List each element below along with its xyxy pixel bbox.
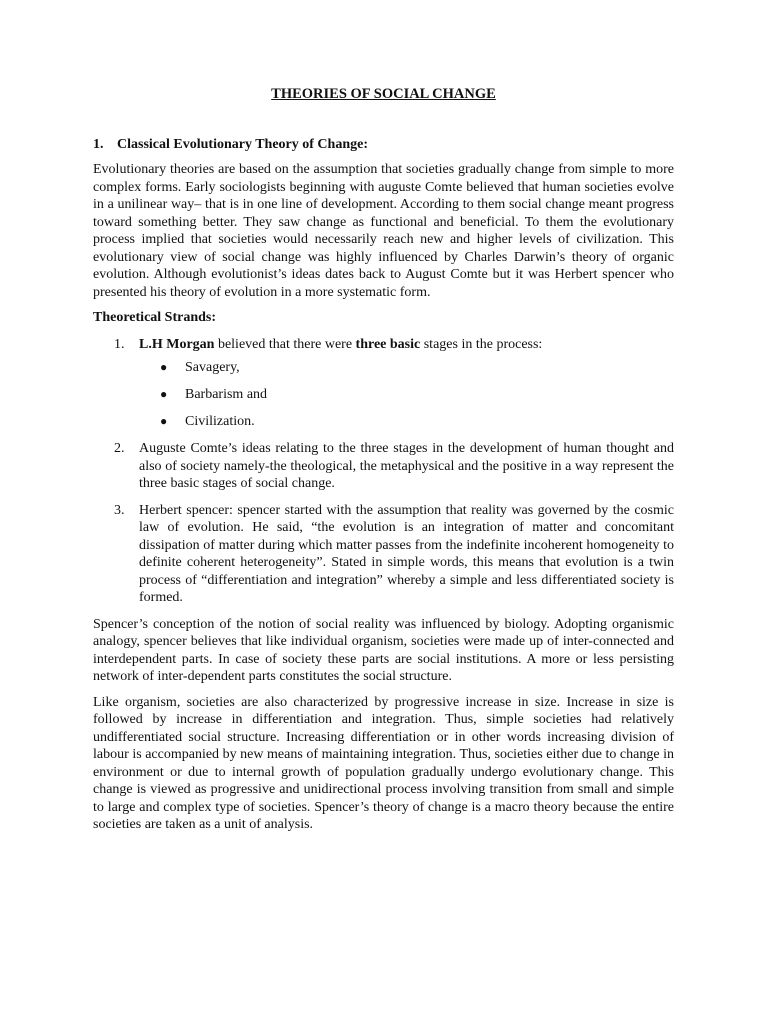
- section-number: 1.: [93, 136, 104, 152]
- bullet-item: [139, 413, 674, 431]
- morgan-text-a: believed that there were: [214, 336, 356, 352]
- strand-item-morgan: [93, 336, 674, 431]
- document-title: THEORIES OF SOCIAL CHANGE: [271, 86, 496, 102]
- bullet-dot-icon: ●: [160, 387, 168, 401]
- strand-comte-text: Auguste Comte’s ideas relating to the three stages in the development of human thought and also of society namely-the theological, the metaphysical and the positive in a way represent the three basic stages of social change.: [139, 441, 674, 491]
- bullet-text: Savagery,: [185, 360, 240, 375]
- list-marker: 3.: [114, 502, 125, 518]
- morgan-text-c: stages in the process:: [420, 336, 543, 352]
- list-marker: 2.: [114, 441, 125, 456]
- paragraph-spencer-conception: Spencer’s conception of the notion of social reality was influenced by biology. Adopting organismic analogy, spencer believes that like individual organism, societies were made up of inter-connected and interdependent parts. In case of society these parts are social institutions. A more or less persisting network of inter-dependent parts constitutes the social structure.: [93, 616, 674, 684]
- paragraph-like-organism: Like organism, societies are also characterized by progressive increase in size. Increase in size is followed by increase in differentiation and integration. Thus, simple societies had relatively undifferentiated social structure. Increasing differentiation or in other words increasing division of labour is accompanied by new means of maintaining integration. Thus, societies either due to change in environment or due to internal growth of population gradually undergo evolutionary change. This change is viewed as progressive and unidirectional process involving transition from small and simple to large and complex type of societies. Spencer’s theory of change is a macro theory because the entire societies are taken as a unit of analysis.: [93, 694, 674, 832]
- strand-spencer-text: Herbert spencer: spencer started with the assumption that reality was governed by the cosmic law of evolution. He said, “the evolution is an integration of matter and concomitant dissipation of matter during which matter passes from the indefinite incoherent homogeneity to definite coherent heterogeneity”. Stated in simple words, this means that evolution is a twin process of “differentiation and integration” whereby a simple and less differentiated society is formed.: [139, 502, 674, 605]
- paragraph-evolutionary-theories: Evolutionary theories are based on the assumption that societies gradually change from simple to more complex forms. Early sociologists beginning with auguste Comte believed that human societies evolve in a unilinear way– that is in one line of development. According to them social change meant progress toward something better. They saw change as functional and beneficial. To them the evolutionary process implied that societies would necessarily reach new and higher levels of civilization. This evolutionary view of social change was highly influenced by Charles Darwin’s theory of organic evolution. Although evolutionist’s ideas dates back to August Comte but it was Herbert spencer who presented his theory of evolution in a more systematic form.: [93, 162, 674, 300]
- theoretical-strands-heading: Theoretical Strands:: [93, 310, 217, 325]
- bullet-text: Civilization.: [185, 414, 255, 429]
- section-heading: [93, 136, 674, 154]
- morgan-bold-three-basic: three basic: [355, 336, 421, 352]
- strand-morgan-text: [139, 337, 542, 352]
- section-heading-text: Classical Evolutionary Theory of Change:: [117, 136, 368, 152]
- strands-list: [93, 336, 674, 607]
- bullet-item: [139, 386, 674, 404]
- stages-bullet-list: [139, 359, 674, 431]
- strand-item-spencer: [93, 502, 674, 607]
- bullet-item: [139, 359, 674, 377]
- strand-item-comte: [93, 440, 674, 493]
- bullet-dot-icon: ●: [160, 414, 168, 428]
- bullet-dot-icon: ●: [160, 360, 168, 374]
- morgan-name: L.H Morgan: [139, 336, 215, 352]
- bullet-text: Barbarism and: [185, 387, 268, 402]
- list-marker: 1.: [114, 336, 125, 352]
